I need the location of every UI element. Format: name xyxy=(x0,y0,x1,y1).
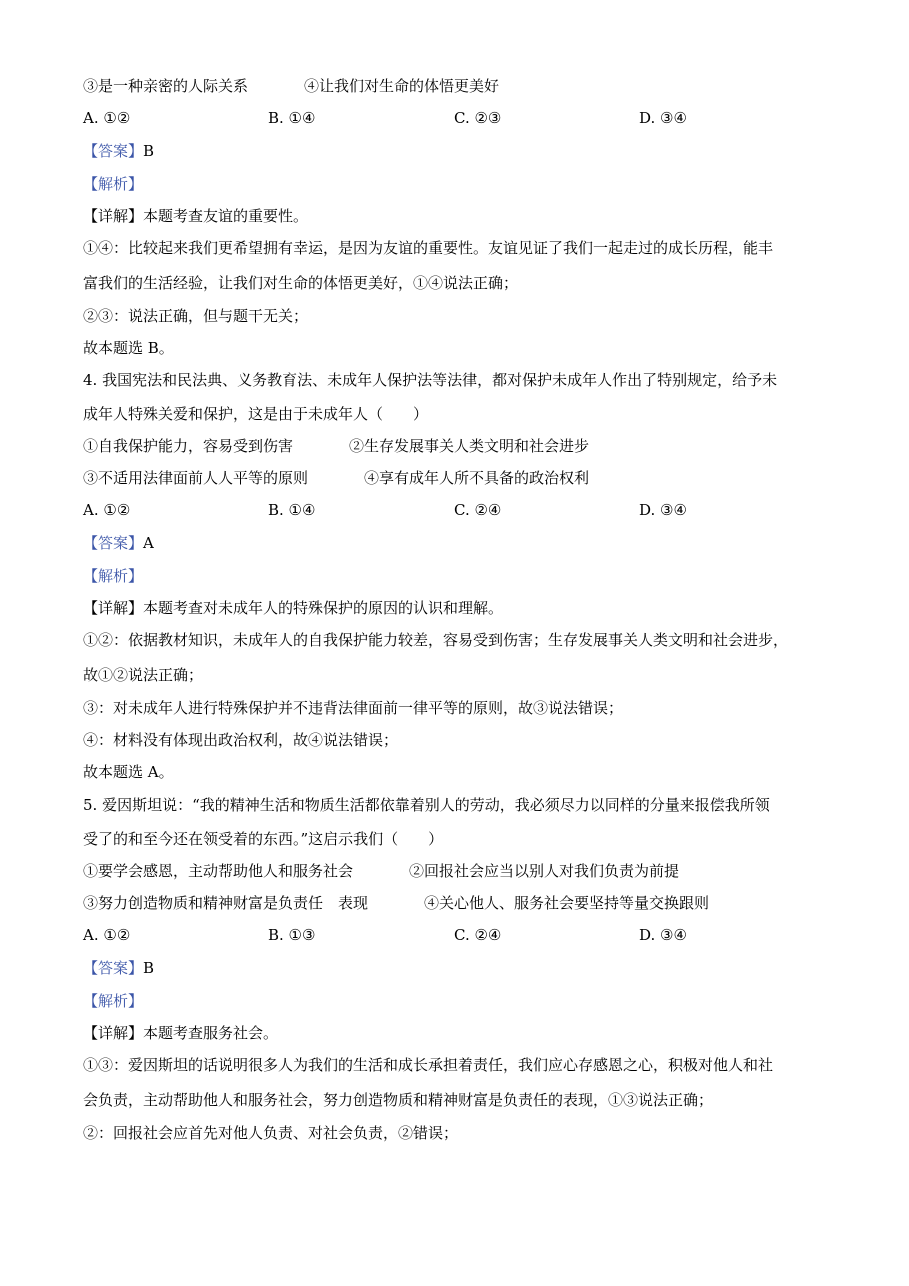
q4-stem-line: 成年人特殊关爱和保护，这是由于未成年人（ ） xyxy=(83,405,429,423)
q3-analysis-label: 【解析】 xyxy=(83,175,144,193)
q4-option-d: D. ③④ xyxy=(639,501,687,519)
q3-detail-line: 故本题选 B。 xyxy=(83,339,174,357)
answer-label: 【答案】 xyxy=(83,959,144,977)
q3-answer xyxy=(83,141,154,161)
q5-option-c: C. ②④ xyxy=(454,926,502,944)
q4-option-c: C. ②④ xyxy=(454,501,502,519)
answer-value: A xyxy=(143,534,154,552)
q5-choice-row-1: ①要学会感恩，主动帮助他人和服务社会 ②回报社会应当以别人对我们负责为前提 xyxy=(83,862,680,880)
q3-choice-row-2: ③是一种亲密的人际关系 ④让我们对生命的体悟更美好 xyxy=(83,77,500,95)
q4-detail-line: ④：材料没有体现出政治权利，故④说法错误； xyxy=(83,731,399,749)
q3-detail-line: ①④：比较起来我们更希望拥有幸运，是因为友谊的重要性。友谊见证了我们一起走过的成长历程，能丰 xyxy=(83,239,774,257)
q5-option-a: A. ①② xyxy=(83,926,131,944)
answer-value: B xyxy=(143,959,155,977)
q4-choice-row-1: ①自我保护能力，容易受到伤害 ②生存发展事关人类文明和社会进步 xyxy=(83,437,590,455)
detail-label: 【详解】 xyxy=(83,599,144,617)
q5-detail-intro: 【详解】本题考查服务社会。 xyxy=(83,1024,279,1042)
q4-detail-line: 故①②说法正确； xyxy=(83,666,204,684)
q3-detail-line: 富我们的生活经验，让我们对生命的体悟更美好，①④说法正确； xyxy=(83,274,519,292)
q5-choice-row-2: ③努力创造物质和精神财富是负责任 表现 ④关心他人、服务社会要坚持等量交换跟则 xyxy=(83,894,710,912)
detail-label: 【详解】 xyxy=(83,1024,144,1042)
answer-label: 【答案】 xyxy=(83,142,144,160)
q3-detail-intro: 【详解】本题考查友谊的重要性。 xyxy=(83,207,309,225)
q5-stem-line: 5. 爱因斯坦说：“我的精神生活和物质生活都依靠着别人的劳动，我必须尽力以同样的分量来报偿我所领 xyxy=(83,796,770,814)
q4-choice-row-2: ③不适用法律面前人人平等的原则 ④享有成年人所不具备的政治权利 xyxy=(83,469,590,487)
q4-analysis-label: 【解析】 xyxy=(83,567,144,585)
q3-option-d: D. ③④ xyxy=(639,109,687,127)
q4-answer xyxy=(83,533,154,553)
q4-option-b: B. ①④ xyxy=(268,501,316,519)
q5-detail-line: 会负责，主动帮助他人和服务社会，努力创造物质和精神财富是负责任的表现，①③说法正确； xyxy=(83,1091,714,1109)
q5-option-b: B. ①③ xyxy=(268,926,316,944)
q5-analysis-label: 【解析】 xyxy=(83,992,144,1010)
q4-detail-line: ③：对未成年人进行特殊保护并不违背法律面前一律平等的原则，故③说法错误； xyxy=(83,699,624,717)
q5-option-d: D. ③④ xyxy=(639,926,687,944)
q4-option-a: A. ①② xyxy=(83,501,131,519)
q5-stem-line: 受了的和至今还在领受着的东西。”这启示我们（ ） xyxy=(83,830,444,848)
detail-label: 【详解】 xyxy=(83,207,144,225)
q5-detail-line: ①③：爱因斯坦的话说明很多人为我们的生活和成长承担着责任，我们应心存感恩之心，积极对他人和社 xyxy=(83,1056,774,1074)
q3-option-b: B. ①④ xyxy=(268,109,316,127)
q5-detail-line: ②：回报社会应首先对他人负责、对社会负责，②错误； xyxy=(83,1124,459,1142)
answer-label: 【答案】 xyxy=(83,534,144,552)
q4-detail-intro: 【详解】本题考查对未成年人的特殊保护的原因的认识和理解。 xyxy=(83,599,504,617)
q5-answer xyxy=(83,958,154,978)
q3-option-a: A. ①② xyxy=(83,109,131,127)
q4-detail-line: ①②：依据教材知识，未成年人的自我保护能力较差，容易受到伤害；生存发展事关人类文明和社会进步， xyxy=(83,631,789,649)
q3-detail-line: ②③：说法正确，但与题干无关； xyxy=(83,307,309,325)
q4-detail-line: 故本题选 A。 xyxy=(83,763,174,781)
q3-option-c: C. ②③ xyxy=(454,109,502,127)
q4-stem-line: 4. 我国宪法和民法典、义务教育法、未成年人保护法等法律，都对保护未成年人作出了特别规定，给予未 xyxy=(83,371,778,389)
answer-value: B xyxy=(143,142,155,160)
